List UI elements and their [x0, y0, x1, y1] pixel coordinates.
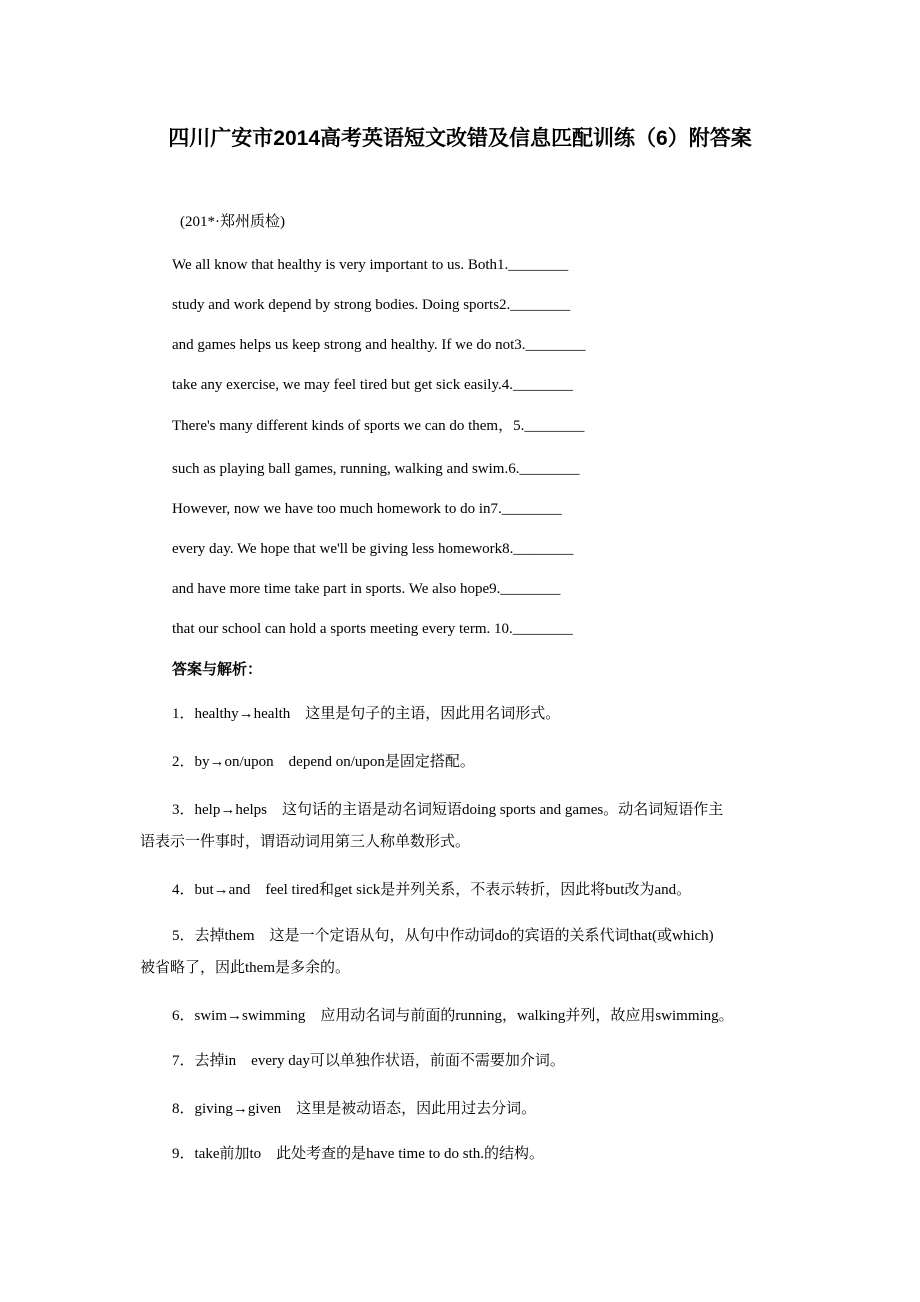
answer-item: 3．help→helps 这句话的主语是动名词短语doing sports and games。动名词短语作主: [172, 802, 724, 818]
answer-item: 1．healthy→health 这里是句子的主语，因此用名词形式。: [172, 706, 561, 722]
source-note: (201*·郑州质检): [180, 214, 285, 230]
answer-item: 9．take前加to 此处考查的是have time to do sth.的结构。: [172, 1146, 545, 1162]
answers-header: 答案与解析：: [172, 662, 263, 678]
answer-item: 6．swim→swimming 应用动名词与前面的running，walking并列，故应用swimming。: [172, 1008, 734, 1024]
answer-item: 4．but→and feel tired和get sick是并列关系，不表示转折，因此将but改为and。: [172, 882, 692, 898]
answer-item: 7．去掉in every day可以单独作状语，前面不需要加介词。: [172, 1053, 565, 1069]
passage-line: such as playing ball games, running, walking and swim.6.________: [172, 461, 580, 477]
passage-line: and have more time take part in sports. We also hope9.________: [172, 581, 561, 597]
passage-line: every day. We hope that we'll be giving less homework8.________: [172, 541, 574, 557]
passage-line: We all know that healthy is very important to us. Both1.________: [172, 257, 569, 273]
passage-line: that our school can hold a sports meeting every term. 10.________: [172, 621, 573, 637]
answer-item: 8．giving→given 这里是被动语态，因此用过去分词。: [172, 1101, 537, 1117]
passage-line: take any exercise, we may feel tired but get sick easily.4.________: [172, 377, 573, 393]
passage-line: There's many different kinds of sports we can do them，5.________: [172, 418, 585, 434]
passage-line: and games helps us keep strong and healthy. If we do not3.________: [172, 337, 586, 353]
answer-item-continuation: 被省略了，因此them是多余的。: [140, 960, 350, 976]
answer-item: 2．by→on/upon depend on/upon是固定搭配。: [172, 754, 475, 770]
answer-item: 5．去掉them 这是一个定语从句，从句中作动词do的宾语的关系代词that(或which): [172, 928, 714, 944]
passage-line: study and work depend by strong bodies. Doing sports2.________: [172, 297, 571, 313]
passage-line: However, now we have too much homework to do in7.________: [172, 501, 562, 517]
document-title: 四川广安市2014高考英语短文改错及信息匹配训练（6）附答案: [168, 127, 752, 150]
answer-item-continuation: 语表示一件事时，谓语动词用第三人称单数形式。: [140, 834, 471, 850]
